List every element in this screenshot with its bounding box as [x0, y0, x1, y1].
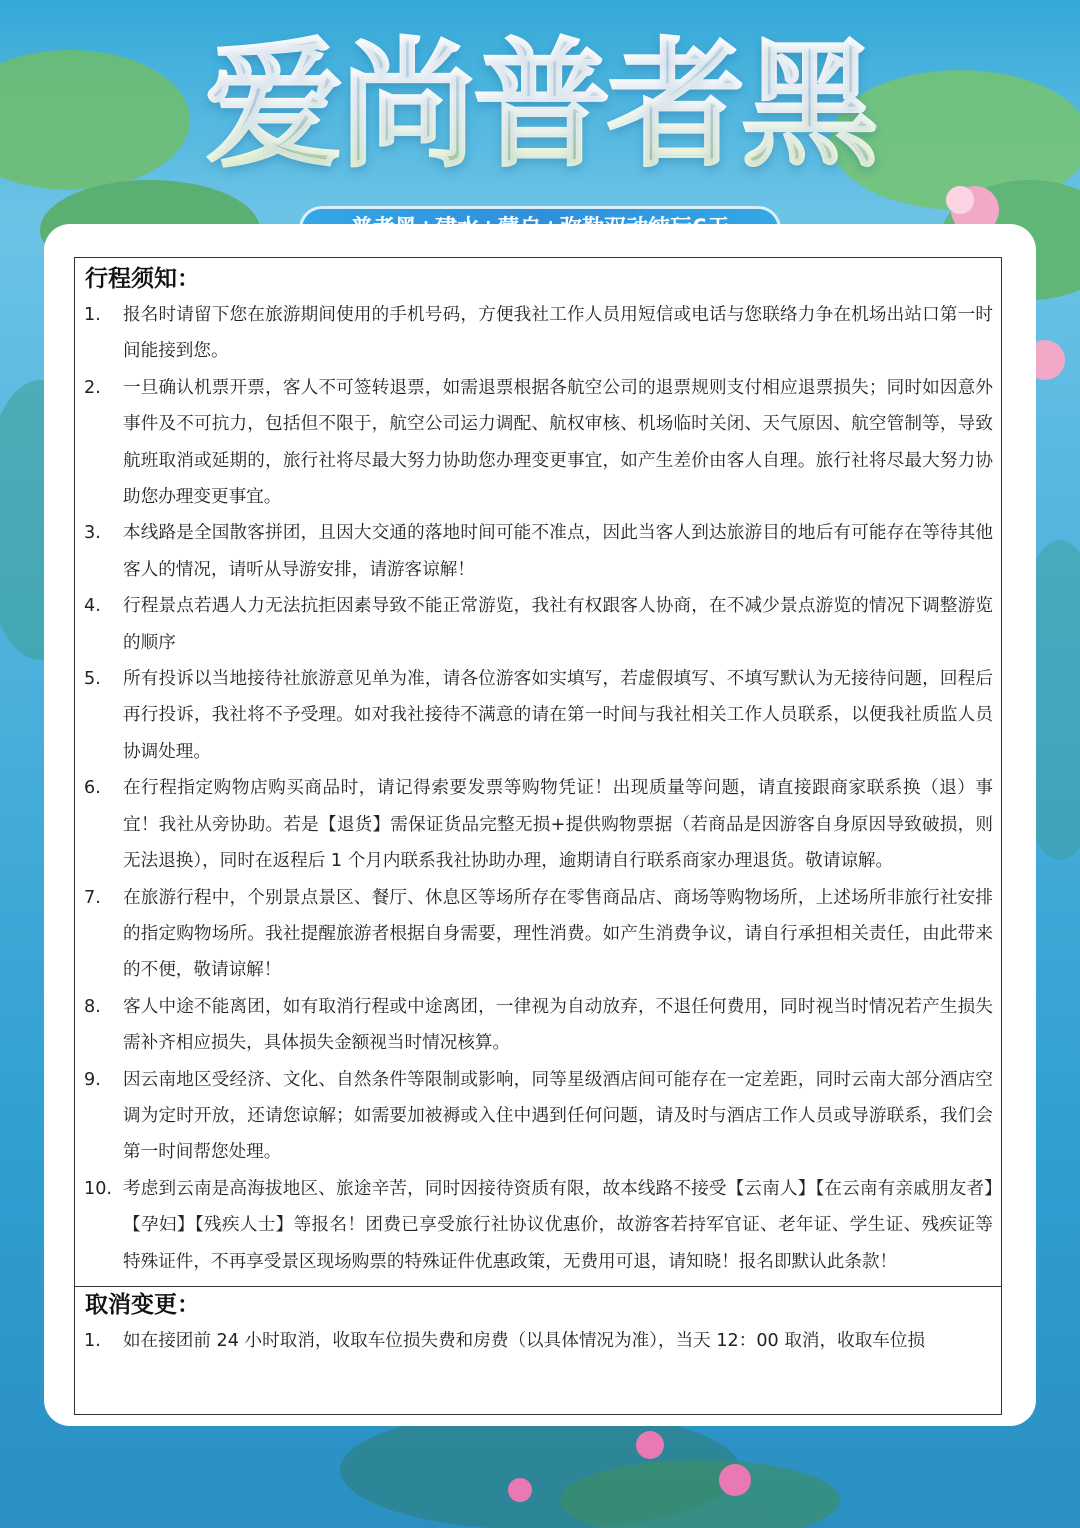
list-item [75, 661, 1001, 770]
item-text: 如在接团前 24 小时取消，收取车位损失费和房费（以具体情况为准），当天 12：00 取消，收取车位损 [123, 1330, 926, 1351]
section-title-cancellation: 取消变更： [85, 1291, 200, 1318]
list-item [75, 1062, 1001, 1171]
list-item [75, 880, 1001, 989]
item-number: 4. [84, 596, 101, 617]
item-text: 在旅游行程中，个别景点景区、餐厅、休息区等场所存在零售商品店、商场等购物场所，上述场所非旅行社安排的指定购物场所。我社提醒旅游者根据自身需要，理性消费。如产生消费争议，请自行承担相关责任，由此带来的不便，敬请谅解！ [123, 887, 993, 981]
poster-title [0, 6, 1080, 206]
list-item [75, 1323, 1001, 1359]
item-text: 客人中途不能离团，如有取消行程或中途离团，一律视为自动放弃，不退任何费用，同时视当时情况若产生损失需补齐相应损失，具体损失金额视当时情况核算。 [123, 996, 993, 1054]
item-number: 6. [84, 778, 101, 799]
list-item [75, 588, 1001, 661]
itinerary-notes-list [75, 297, 1001, 1280]
notice-frame [74, 257, 1002, 1415]
item-text: 在行程指定购物店购买商品时，请记得索要发票等购物凭证！出现质量等问题，请直接跟商家联系换（退）事宜！我社从旁协助。若是【退货】需保证货品完整无损+提供购物票据（若商品是因游客自身原因导致破损，则无法退换），同时在返程后 1 个月内联系我社协助办理，逾期请自行联系商家办理退货。敬请谅解。 [123, 778, 993, 872]
list-item [75, 1171, 1001, 1280]
list-item [75, 515, 1001, 588]
item-number: 5. [84, 669, 101, 690]
notice-card [44, 224, 1036, 1426]
item-text: 本线路是全国散客拼团，且因大交通的落地时间可能不准点，因此当客人到达旅游目的地后有可能存在等待其他客人的情况，请听从导游安排，请游客谅解！ [123, 523, 993, 580]
item-number: 10. [84, 1178, 112, 1199]
item-number: 1. [84, 1330, 101, 1351]
item-text: 因云南地区受经济、文化、自然条件等限制或影响，同等星级酒店间可能存在一定差距，同时云南大部分酒店空调为定时开放，还请您谅解；如需要加被褥或入住中遇到任何问题，请及时与酒店工作人员或导游联系，我们会第一时间帮您处理。 [123, 1069, 993, 1163]
item-text: 一旦确认机票开票，客人不可签转退票，如需退票根据各航空公司的退票规则支付相应退票损失；同时如因意外事件及不可抗力，包括但不限于，航空公司运力调配、航权审核、机场临时关闭、天气原因、航空管制等，导致航班取消或延期的，旅行社将尽最大努力协助您办理变更事宜，如产生差价由客人自理。旅行社将尽最大努力协助您办理变更事宜。 [123, 377, 993, 508]
item-number: 1. [84, 305, 101, 325]
item-text: 报名时请留下您在旅游期间使用的手机号码，方便我社工作人员用短信或电话与您联络力争在机场出站口第一时间能接到您。 [123, 305, 993, 362]
list-item [75, 297, 1001, 370]
item-text: 所有投诉以当地接待社旅游意见单为准，请各位游客如实填写，若虚假填写、不填写默认为无接待问题，回程后再行投诉，我社将不予受理。如对我社接待不满意的请在第一时间与我社相关工作人员联系，以便我社质监人员协调处理。 [123, 669, 993, 762]
section-title-itinerary-notes: 行程须知： [85, 266, 200, 292]
list-item [75, 989, 1001, 1062]
item-text: 行程景点若遇人力无法抗拒因素导致不能正常游览，我社有权跟客人协商，在不减少景点游览的情况下调整游览的顺序 [123, 596, 993, 653]
list-item [75, 770, 1001, 879]
poster-title-text: 爱尚普者黑 [205, 20, 875, 190]
item-number: 8. [84, 996, 101, 1017]
cancellation-list [75, 1323, 1001, 1359]
item-number: 2. [84, 377, 101, 398]
list-item [75, 370, 1001, 516]
item-number: 9. [84, 1069, 101, 1090]
item-number: 3. [84, 523, 101, 544]
item-text: 考虑到云南是高海拔地区、旅途辛苦，同时因接待资质有限，故本线路不接受【云南人】【在云南有亲戚朋友者】【孕妇】【残疾人士】等报名！团费已享受旅行社协议优惠价，故游客若持军官证、老年证、学生证、残疾证等特殊证件，不再享受景区现场购票的特殊证件优惠政策，无费用可退，请知晓！报名即默认此条款！ [123, 1178, 993, 1272]
item-number: 7. [84, 887, 101, 908]
